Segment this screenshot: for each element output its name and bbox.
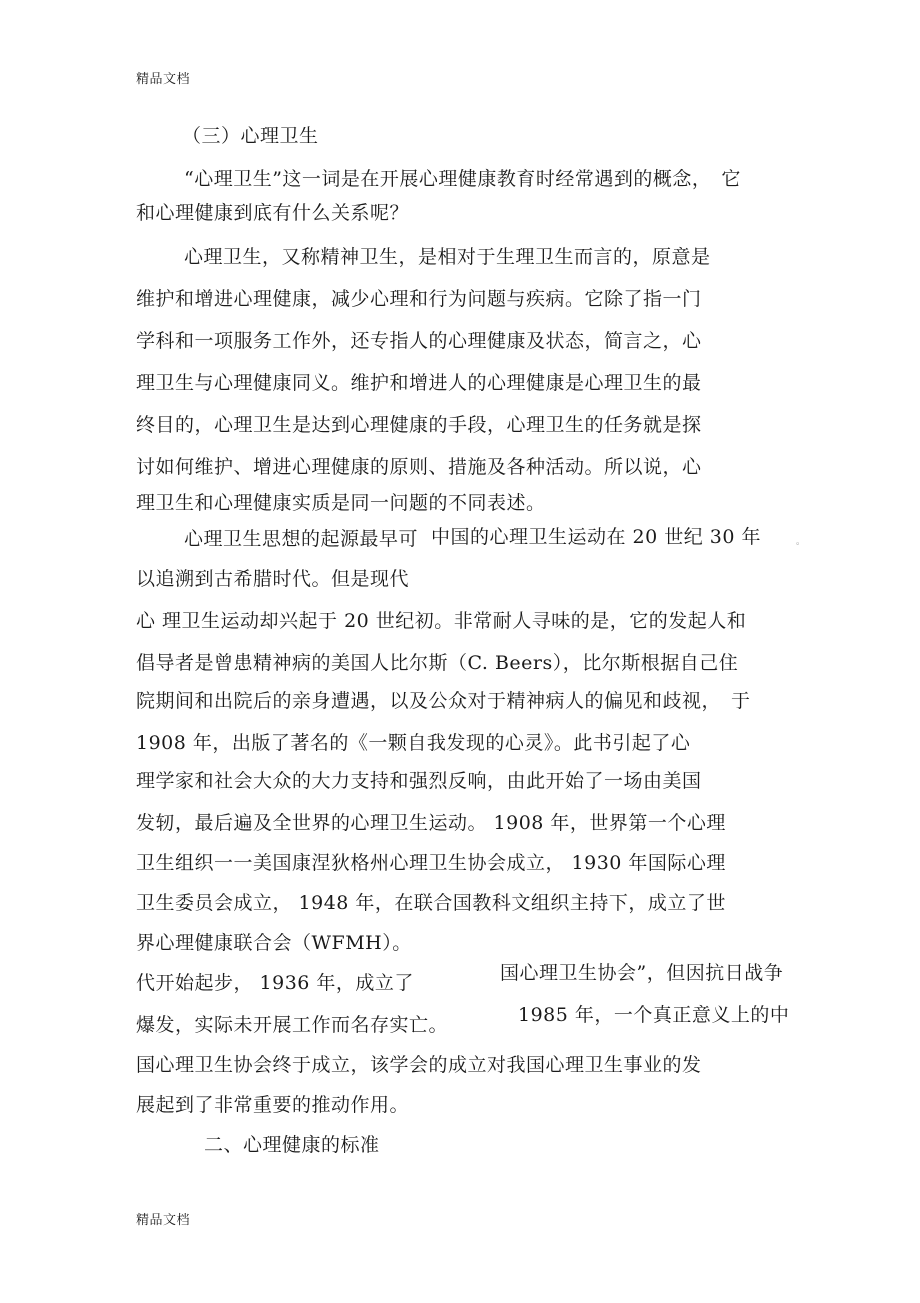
text-line: 国心理卫生协会终于成立，该学会的成立对我国心理卫生事业的发 (136, 1054, 702, 1076)
text-line: 和心理健康到底有什么关系呢？ (136, 202, 410, 224)
text-line: 1985 年，一个真正意义上的中 (518, 1004, 790, 1026)
marker: 。 (796, 537, 806, 547)
section-heading: （三）心理卫生 (182, 125, 319, 147)
text-line: 发轫，最后遍及全世界的心理卫生运动。 1908 年，世界第一个心理 (136, 812, 726, 834)
text-line: 卫生组织一一美国康涅狄格州心理卫生协会成立， 1930 年国际心理 (136, 852, 726, 874)
text-line: 心理卫生思想的起源最早可 (184, 528, 419, 550)
text-line: 界心理健康联合会（WFMH）。 (136, 932, 412, 954)
text-line: 以追溯到古希腊时代。但是现代 (136, 568, 410, 590)
text-line: 理卫生与心理健康同义。维护和增进人的心理健康是心理卫生的最 (136, 372, 702, 394)
text-line: 维护和增进心理健康，减少心理和行为问题与疾病。它除了指一门 (136, 288, 702, 310)
text-line: 学科和一项服务工作外，还专指人的心理健康及状态，简言之，心 (136, 330, 702, 352)
text-line: 展起到了非常重要的推动作用。 (136, 1094, 410, 1116)
text-line: 卫生委员会成立， 1948 年，在联合国教科文组织主持下，成立了世 (136, 892, 726, 914)
text-line: “心理卫生”这一词是在开展心理健康教育时经常遇到的概念， 它 (184, 168, 741, 190)
text-line: 讨如何维护、增进心理健康的原则、措施及各种活动。所以说，心 (136, 456, 702, 478)
text-line: 理学家和社会大众的大力支持和强烈反响，由此开始了一场由美国 (136, 770, 702, 792)
page-footer: 精品文档 (136, 1213, 191, 1228)
text-line: 心理卫生，又称精神卫生，是相对于生理卫生而言的，原意是 (184, 246, 711, 268)
text-line: 中国的心理卫生运动在 20 世纪 30 年 (431, 526, 762, 548)
text-line: 国心理卫生协会”，但因抗日战争 (500, 962, 784, 984)
text-line: 理卫生和心理健康实质是同一问题的不同表述。 (136, 492, 546, 514)
text-line: 倡导者是曾患精神病的美国人比尔斯（C. Beers），比尔斯根据自己住 (136, 652, 739, 674)
section-heading-next: 二、心理健康的标准 (204, 1134, 380, 1156)
text-line: 爆发，实际未开展工作而名存实亡。 (136, 1014, 449, 1036)
text-line: 代开始起步， 1936 年，成立了 (136, 972, 414, 994)
text-line: 终目的，心理卫生是达到心理健康的手段，心理卫生的任务就是探 (136, 414, 702, 436)
page-header: 精品文档 (136, 72, 191, 87)
text-line: 心 理卫生运动却兴起于 20 世纪初。非常耐人寻味的是，它的发起人和 (136, 610, 747, 632)
text-line: 1908 年，出版了著名的《一颗自我发现的心灵》。此书引起了心 (136, 732, 691, 754)
text-line: 院期间和出院后的亲身遭遇，以及公众对于精神病人的偏见和歧视， 于 (136, 690, 751, 712)
